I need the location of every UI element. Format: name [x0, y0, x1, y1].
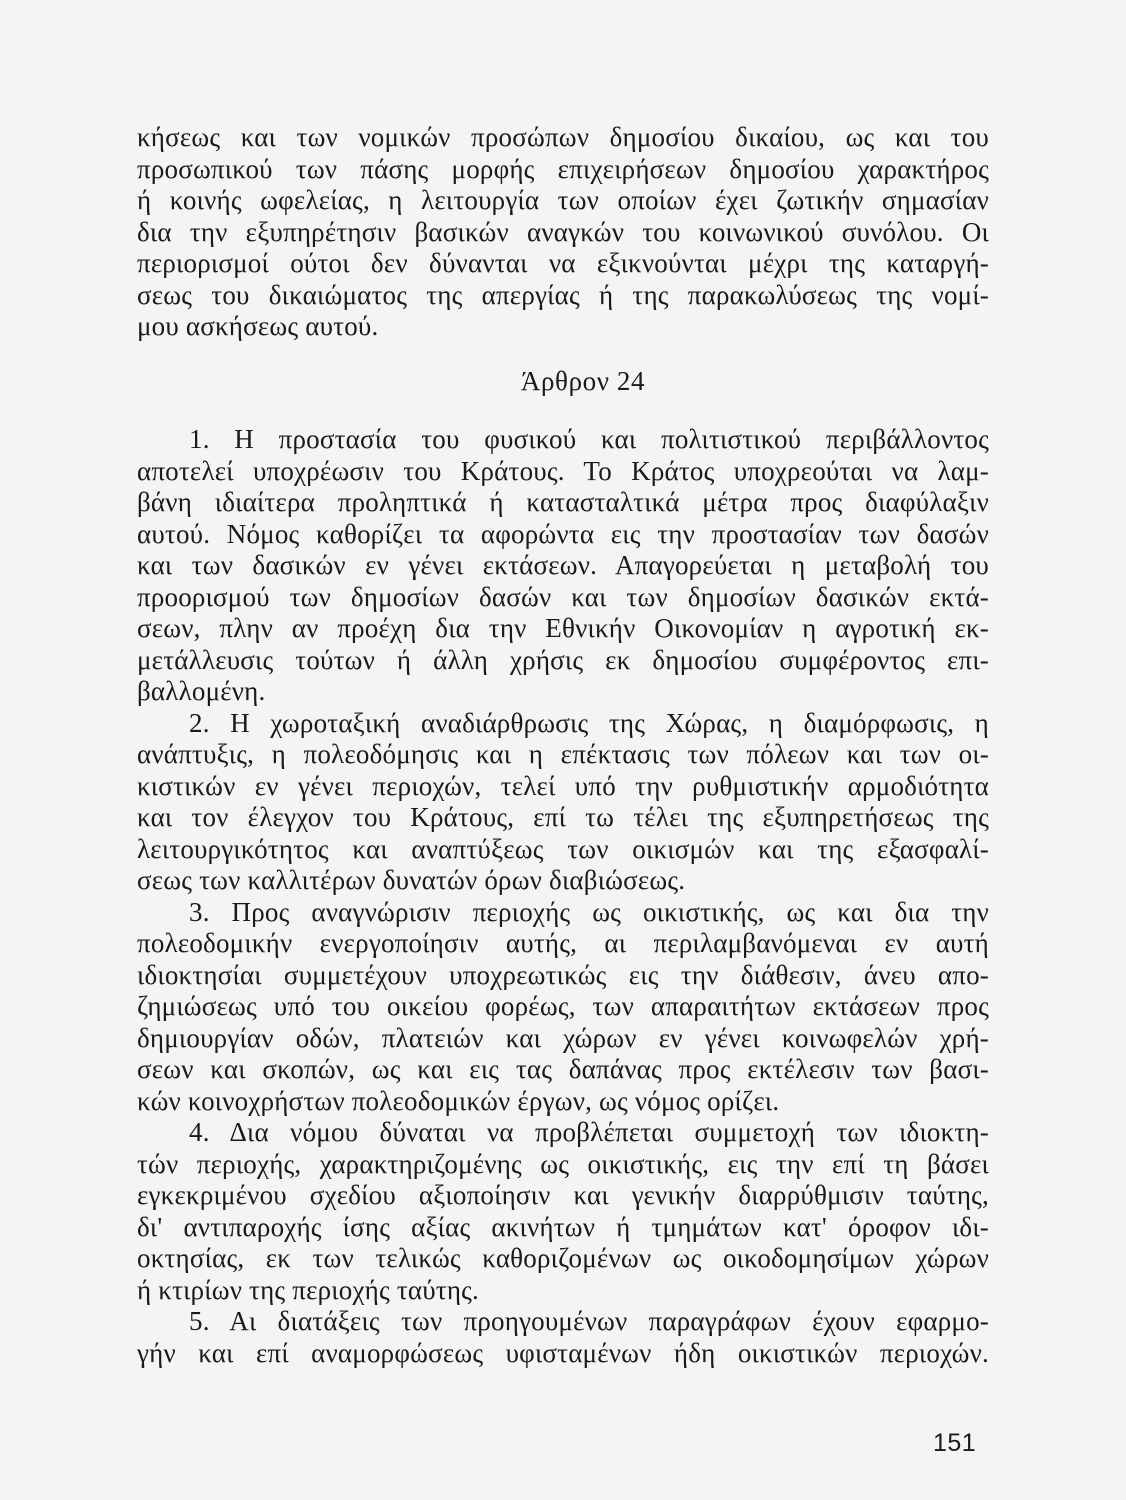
text-line: προσωπικού των πάσης μορφής επιχειρήσεων δημοσίου χαρακτήρος: [137, 153, 989, 184]
text-line: κήσεως και των νομικών προσώπων δημοσίου δικαίου, ως και του: [137, 122, 989, 152]
text-line: σεων, πλην αν προέχη δια την Εθνικήν Οικονομίαν η αγροτική εκ-: [137, 613, 989, 643]
paragraph-3: [137, 897, 989, 1118]
text-line: πολεοδομικήν ενεργοποίησιν αυτής, αι περιλαμβανόμεναι εν αυτή: [137, 928, 989, 958]
text-line: σεων και σκοπών, ως και εις τας δαπάνας προς εκτέλεσιν των βασι-: [137, 1054, 989, 1084]
text-line: δι' αντιπαροχής ίσης αξίας ακινήτων ή τμημάτων κατ' όροφον ιδι-: [137, 1211, 989, 1242]
text-line: 1. Η προστασία του φυσικού και πολιτιστικού περιβάλλοντος: [189, 424, 989, 454]
text-line: προορισμού των δημοσίων δασών και των δημοσίων δασικών εκτά-: [137, 581, 989, 612]
text-line: βάνη ιδιαίτερα προληπτικά ή κατασταλτικά μέτρα προς διαφύλαξιν: [137, 487, 989, 517]
text-line: ανάπτυξις, η πολεοδόμησις και η επέκτασις των πόλεων και των οι-: [137, 739, 989, 769]
text-line: λειτουργικότητος και αναπτύξεως των οικισμών και της εξασφαλί-: [137, 833, 989, 864]
text-line: περιορισμοί ούτοι δεν δύνανται να εξικνούνται μέχρι της καταργή-: [137, 248, 989, 278]
text-line: αποτελεί υποχρέωσιν του Κράτους. Το Κράτος υποχρεούται να λαμ-: [137, 455, 989, 486]
text-line: δημιουργίαν οδών, πλατειών και χώρων εν γένει κοινωφελών χρή-: [137, 1022, 989, 1053]
text-line: μετάλλευσις τούτων ή άλλη χρήσις εκ δημοσίου συμφέροντος επι-: [137, 644, 989, 675]
article-body: [137, 424, 989, 1369]
paragraph-4: [137, 1117, 989, 1306]
text-line: και τον έλεγχον του Κράτους, επί τω τέλει της εξυπηρετήσεως της: [137, 802, 989, 832]
text-line: εγκεκριμένου σχεδίου αξιοποίησιν και γενικήν διαρρύθμισιν ταύτης,: [137, 1180, 989, 1210]
paragraph-1: [137, 424, 989, 708]
text-line: βαλλομένη.: [137, 676, 266, 706]
text-line: ζημιώσεως υπό του οικείου φορέως, των απαραιτήτων εκτάσεων προς: [137, 991, 989, 1021]
text-line: γήν και επί αναμορφώσεως υφισταμένων ήδη οικιστικών περιοχών.: [137, 1337, 989, 1368]
text-line: κών κοινοχρήστων πολεοδομικών έργων, ως νόμος ορίζει.: [137, 1085, 780, 1116]
text-line: 4. Δια νόμου δύναται να προβλέπεται συμμετοχή των ιδιοκτη-: [189, 1117, 989, 1147]
text-line: κιστικών εν γένει περιοχών, τελεί υπό την ρυθμιστικήν αρμοδιότητα: [137, 770, 989, 801]
text-line: ή κτιρίων της περιοχής ταύτης.: [137, 1274, 479, 1305]
text-line: ιδιοκτησίαι συμμετέχουν υποχρεωτικώς εις την διάθεσιν, άνευ απο-: [137, 959, 989, 990]
text-line: δια την εξυπηρέτησιν βασικών αναγκών του κοινωνικού συνόλου. Οι: [137, 216, 989, 247]
text-line: σεως των καλλιτέρων δυνατών όρων διαβιώσεως.: [137, 865, 686, 895]
paragraph-2: [137, 708, 989, 897]
paragraph-5: [137, 1306, 989, 1369]
text-line: αυτού. Νόμος καθορίζει τα αφορώντα εις την προστασίαν των δασών: [137, 518, 989, 549]
text-line: και των δασικών εν γένει εκτάσεων. Απαγορεύεται η μεταβολή του: [137, 550, 989, 580]
text-line: 3. Προς αναγνώρισιν περιοχής ως οικιστικής, ως και δια την: [189, 896, 989, 927]
text-line: σεως του δικαιώματος της απεργίας ή της παρακωλύσεως της νομί-: [137, 279, 989, 310]
page-number: 151: [933, 1429, 977, 1457]
article-heading: Άρθρον 24: [520, 366, 646, 396]
text-line: οκτησίας, εκ των τελικώς καθοριζομένων ως οικοδομησίμων χώρων: [137, 1243, 989, 1273]
text-line: μου ασκήσεως αυτού.: [137, 311, 379, 341]
text-line: τών περιοχής, χαρακτηριζομένης ως οικιστικής, εις την επί τη βάσει: [137, 1148, 989, 1179]
text-line: 5. Αι διατάξεις των προηγουμένων παραγράφων έχουν εφαρμο-: [189, 1306, 989, 1336]
text-line: 2. Η χωροταξική αναδιάρθρωσις της Χώρας, η διαμόρφωσις, η: [189, 707, 989, 738]
intro-text: [137, 122, 989, 343]
text-line: ή κοινής ωφελείας, η λειτουργία των οποίων έχει ζωτικήν σημασίαν: [137, 185, 989, 215]
